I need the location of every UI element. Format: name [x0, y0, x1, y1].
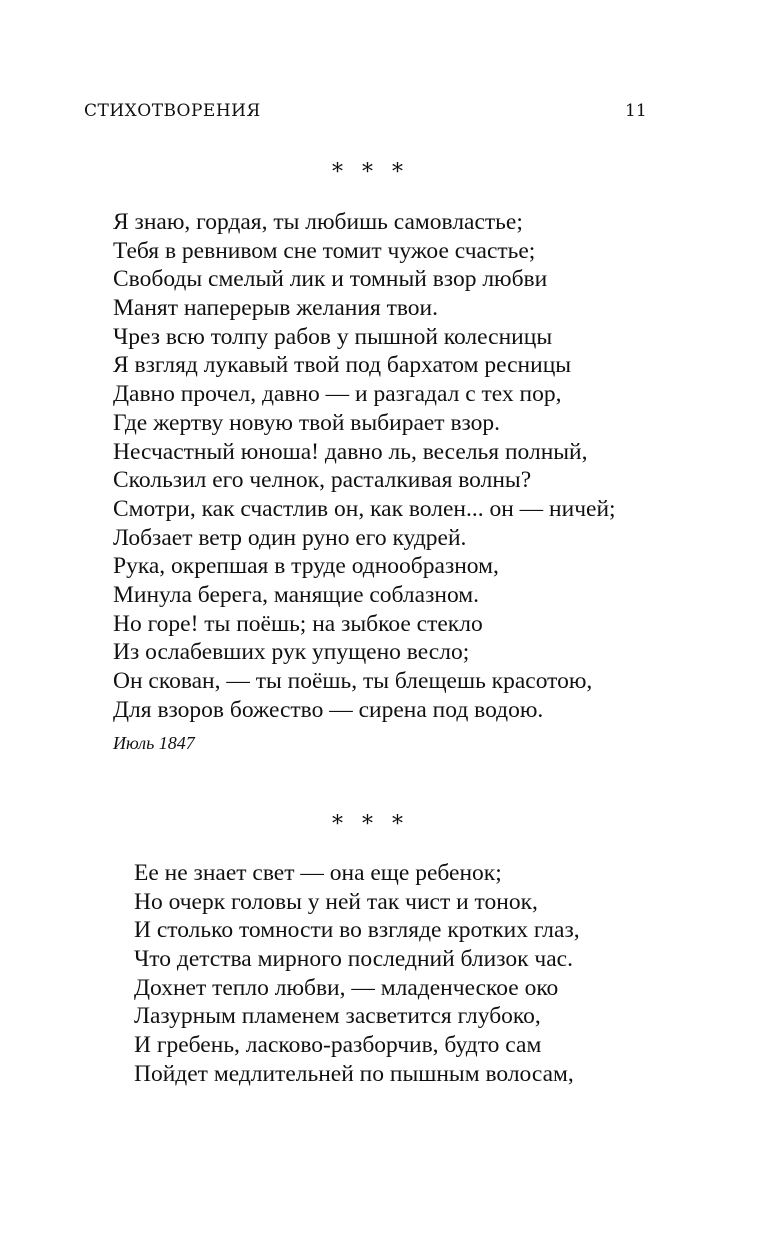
poem-line: Чрез всю толпу рабов у пышной колесницы	[113, 323, 553, 350]
page-number: 11	[625, 101, 647, 121]
poem-line: Рука, окрепшая в труде однообразном,	[113, 553, 499, 580]
poem-date: Июль 1847	[113, 733, 195, 753]
poem-line: Лобзает ветр один руно его кудрей.	[113, 524, 467, 551]
poem-line: Я знаю, гордая, ты любишь самовластье;	[113, 209, 523, 235]
poem-separator: * * *	[332, 160, 409, 185]
poem-line: Ее не знает свет — она еще ребенок;	[134, 860, 502, 886]
poem-line: Но горе! ты поёшь; на зыбкое стекло	[113, 610, 483, 637]
poem-line: И гребень, ласково-разборчив, будто сам	[134, 1032, 542, 1059]
poem-line: Для взоров божество — сирена под водою.	[113, 696, 544, 723]
poem-1	[113, 208, 616, 724]
poem-line: Смотри, как счастлив он, как волен... он — ничей;	[113, 495, 616, 522]
poem-line: Несчастный юноша! давно ль, веселья полный,	[113, 438, 588, 465]
poem-line: Манят наперерыв желания твои.	[113, 295, 439, 322]
running-title: СТИХОТВОРЕНИЯ	[84, 101, 261, 121]
poem-line: Я взгляд лукавый твой под бархатом ресницы	[113, 352, 572, 379]
poem-line: Что детства мирного последний близок час.	[134, 946, 573, 973]
poem-line: Давно прочел, давно — и разгадал с тех пор,	[113, 381, 562, 408]
poem-line: Но очерк головы у ней так чист и тонок,	[134, 888, 538, 915]
poem-line: Из ослабевших рук упущено весло;	[113, 639, 470, 666]
poem-line: Тебя в ревнивом сне томит чужое счастье;	[113, 237, 536, 264]
poem-separator: * * *	[332, 812, 409, 837]
poem-line: Минула берега, манящие соблазном.	[113, 581, 479, 608]
poem-line: Скользил его челнок, расталкивая волны?	[113, 467, 532, 494]
poem-line: Лазурным пламенем засветится глубоко,	[134, 1003, 541, 1030]
poem-line: Свободы смелый лик и томный взор любви	[113, 266, 548, 293]
poem-line: Дохнет тепло любви, — младенческое око	[134, 974, 559, 1001]
poem-line: Пойдет медлительней по пышным волосам,	[134, 1060, 574, 1087]
poem-line: Где жертву новую твой выбирает взор.	[113, 409, 501, 436]
poem-2	[134, 859, 580, 1089]
poem-line: И столько томности во взгляде кротких глаз,	[134, 917, 580, 944]
poem-line: Он скован, — ты поёшь, ты блещешь красотою,	[113, 668, 593, 694]
